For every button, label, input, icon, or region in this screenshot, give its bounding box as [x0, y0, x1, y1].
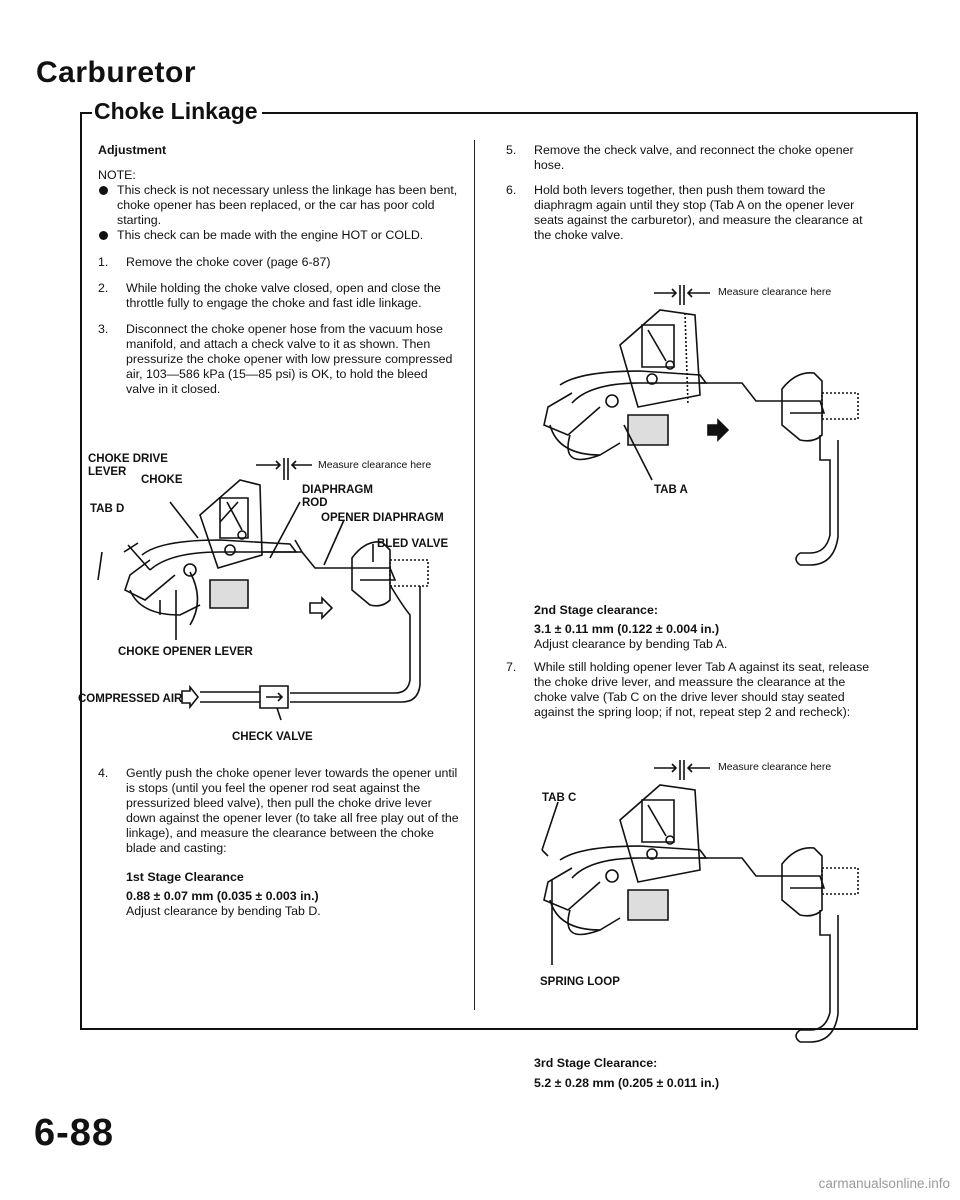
note-label: NOTE:: [98, 168, 136, 182]
spec-1st-stage: [126, 870, 460, 919]
page-title: Carburetor: [36, 56, 197, 89]
choke-linkage-figure-2: [520, 275, 880, 575]
label-compressed-air: COMPRESSED AIR: [78, 693, 183, 705]
step-number: 1.: [98, 255, 109, 269]
step-text: Disconnect the choke opener hose from the vacuum hose manifold, and attach a check valve to it as shown. Then pressurize the choke opener with low pressure compressed air, 103—586 kPa (15—85 psi) is OK, to hold the bleed valve in it closed.: [126, 322, 453, 396]
step-2: [98, 281, 458, 311]
spec-3rd-stage: [534, 1056, 880, 1091]
label-opener-diaphragm: OPENER DIAPHRAGM: [321, 512, 444, 524]
spec-note: Adjust clearance by bending Tab A.: [534, 637, 728, 651]
step-number: 5.: [506, 143, 517, 157]
spec-label: 1st Stage Clearance: [126, 870, 244, 884]
spec-value: 3.1 ± 0.11 mm (0.122 ± 0.004 in.): [534, 622, 720, 636]
step-3: [98, 322, 458, 397]
step-text: Remove the check valve, and reconnect the choke opener hose.: [534, 143, 854, 172]
label-choke-drive-lever-2: LEVER: [88, 466, 127, 478]
note-text: This check can be made with the engine HOT or COLD.: [117, 228, 424, 242]
right-column-top: [506, 143, 878, 243]
column-divider: [474, 140, 475, 1010]
left-column-intro: [98, 143, 458, 397]
step-number: 2.: [98, 281, 109, 295]
label-spring-loop: SPRING LOOP: [540, 976, 620, 988]
left-column-lower: [98, 766, 460, 919]
label-tab-d: TAB D: [90, 503, 125, 515]
watermark: carmanualsonline.info: [818, 1176, 950, 1191]
label-choke-opener-lever: CHOKE OPENER LEVER: [118, 646, 253, 658]
step-1: [98, 255, 458, 270]
section-title: Choke Linkage: [92, 98, 262, 125]
step-number: 7.: [506, 660, 517, 674]
step-text: While holding the choke valve closed, open and close the throttle fully to engage the choke and fast idle linkage.: [126, 281, 441, 310]
label-measure-clearance: Measure clearance here: [318, 459, 432, 471]
step-5: [506, 143, 878, 173]
note-text: This check is not necessary unless the linkage has been bent, choke opener has been replaced, or the car has poor cold starting.: [117, 183, 458, 227]
page-number: 6-88: [34, 1112, 115, 1154]
step-number: 4.: [98, 766, 109, 780]
label-measure-clearance: Measure clearance here: [718, 286, 832, 298]
note-item: [98, 183, 458, 228]
step-text: Remove the choke cover (page 6-87): [126, 255, 331, 269]
label-choke: CHOKE: [141, 474, 183, 486]
spec-value: 0.88 ± 0.07 mm (0.035 ± 0.003 in.): [126, 889, 319, 903]
label-tab-c: TAB C: [542, 792, 577, 804]
label-diaphragm: DIAPHRAGM: [302, 484, 373, 496]
spec-note: Adjust clearance by bending Tab D.: [126, 904, 321, 918]
label-rod: ROD: [302, 497, 328, 509]
spec-label: 2nd Stage clearance:: [534, 603, 658, 617]
bullet-icon: [99, 186, 108, 195]
label-measure-clearance: Measure clearance here: [718, 761, 832, 773]
step-text: Gently push the choke opener lever towards the opener until is stops (until you feel the opener rod seat against the pressurized bleed valve), then pull the choke drive lever down against the opener lever (to take all free play out of the linkage), and measure the clearance between the choke blade and casting:: [126, 766, 459, 855]
spec-label: 3rd Stage Clearance:: [534, 1056, 658, 1070]
bullet-icon: [99, 231, 108, 240]
label-tab-a: TAB A: [654, 484, 688, 496]
step-4: [98, 766, 460, 856]
note-item: [98, 228, 458, 243]
label-check-valve: CHECK VALVE: [232, 731, 313, 743]
right-column-step7: [506, 660, 878, 720]
adjustment-heading: Adjustment: [98, 143, 167, 157]
step-text: While still holding opener lever Tab A against its seat, release the choke drive lever, and meassure the clearance at the choke valve (Tab C on the drive lever should stay seated against the spring loop; if not, repeat step 2 and recheck):: [534, 660, 870, 719]
step-number: 6.: [506, 183, 517, 197]
step-number: 3.: [98, 322, 109, 336]
label-choke-drive-lever: CHOKE DRIVE: [88, 453, 168, 465]
label-bled-valve: BLED VALVE: [377, 538, 449, 550]
step-6: [506, 183, 878, 243]
step-text: Hold both levers together, then push them toward the diaphragm again until they stop (Tab A on the opener lever seats against the carburetor), and measure the clearance at the choke valve.: [534, 183, 863, 242]
step-7: [506, 660, 878, 720]
spec-2nd-stage: [534, 603, 880, 652]
spec-value: 5.2 ± 0.28 mm (0.205 ± 0.011 in.): [534, 1076, 720, 1090]
